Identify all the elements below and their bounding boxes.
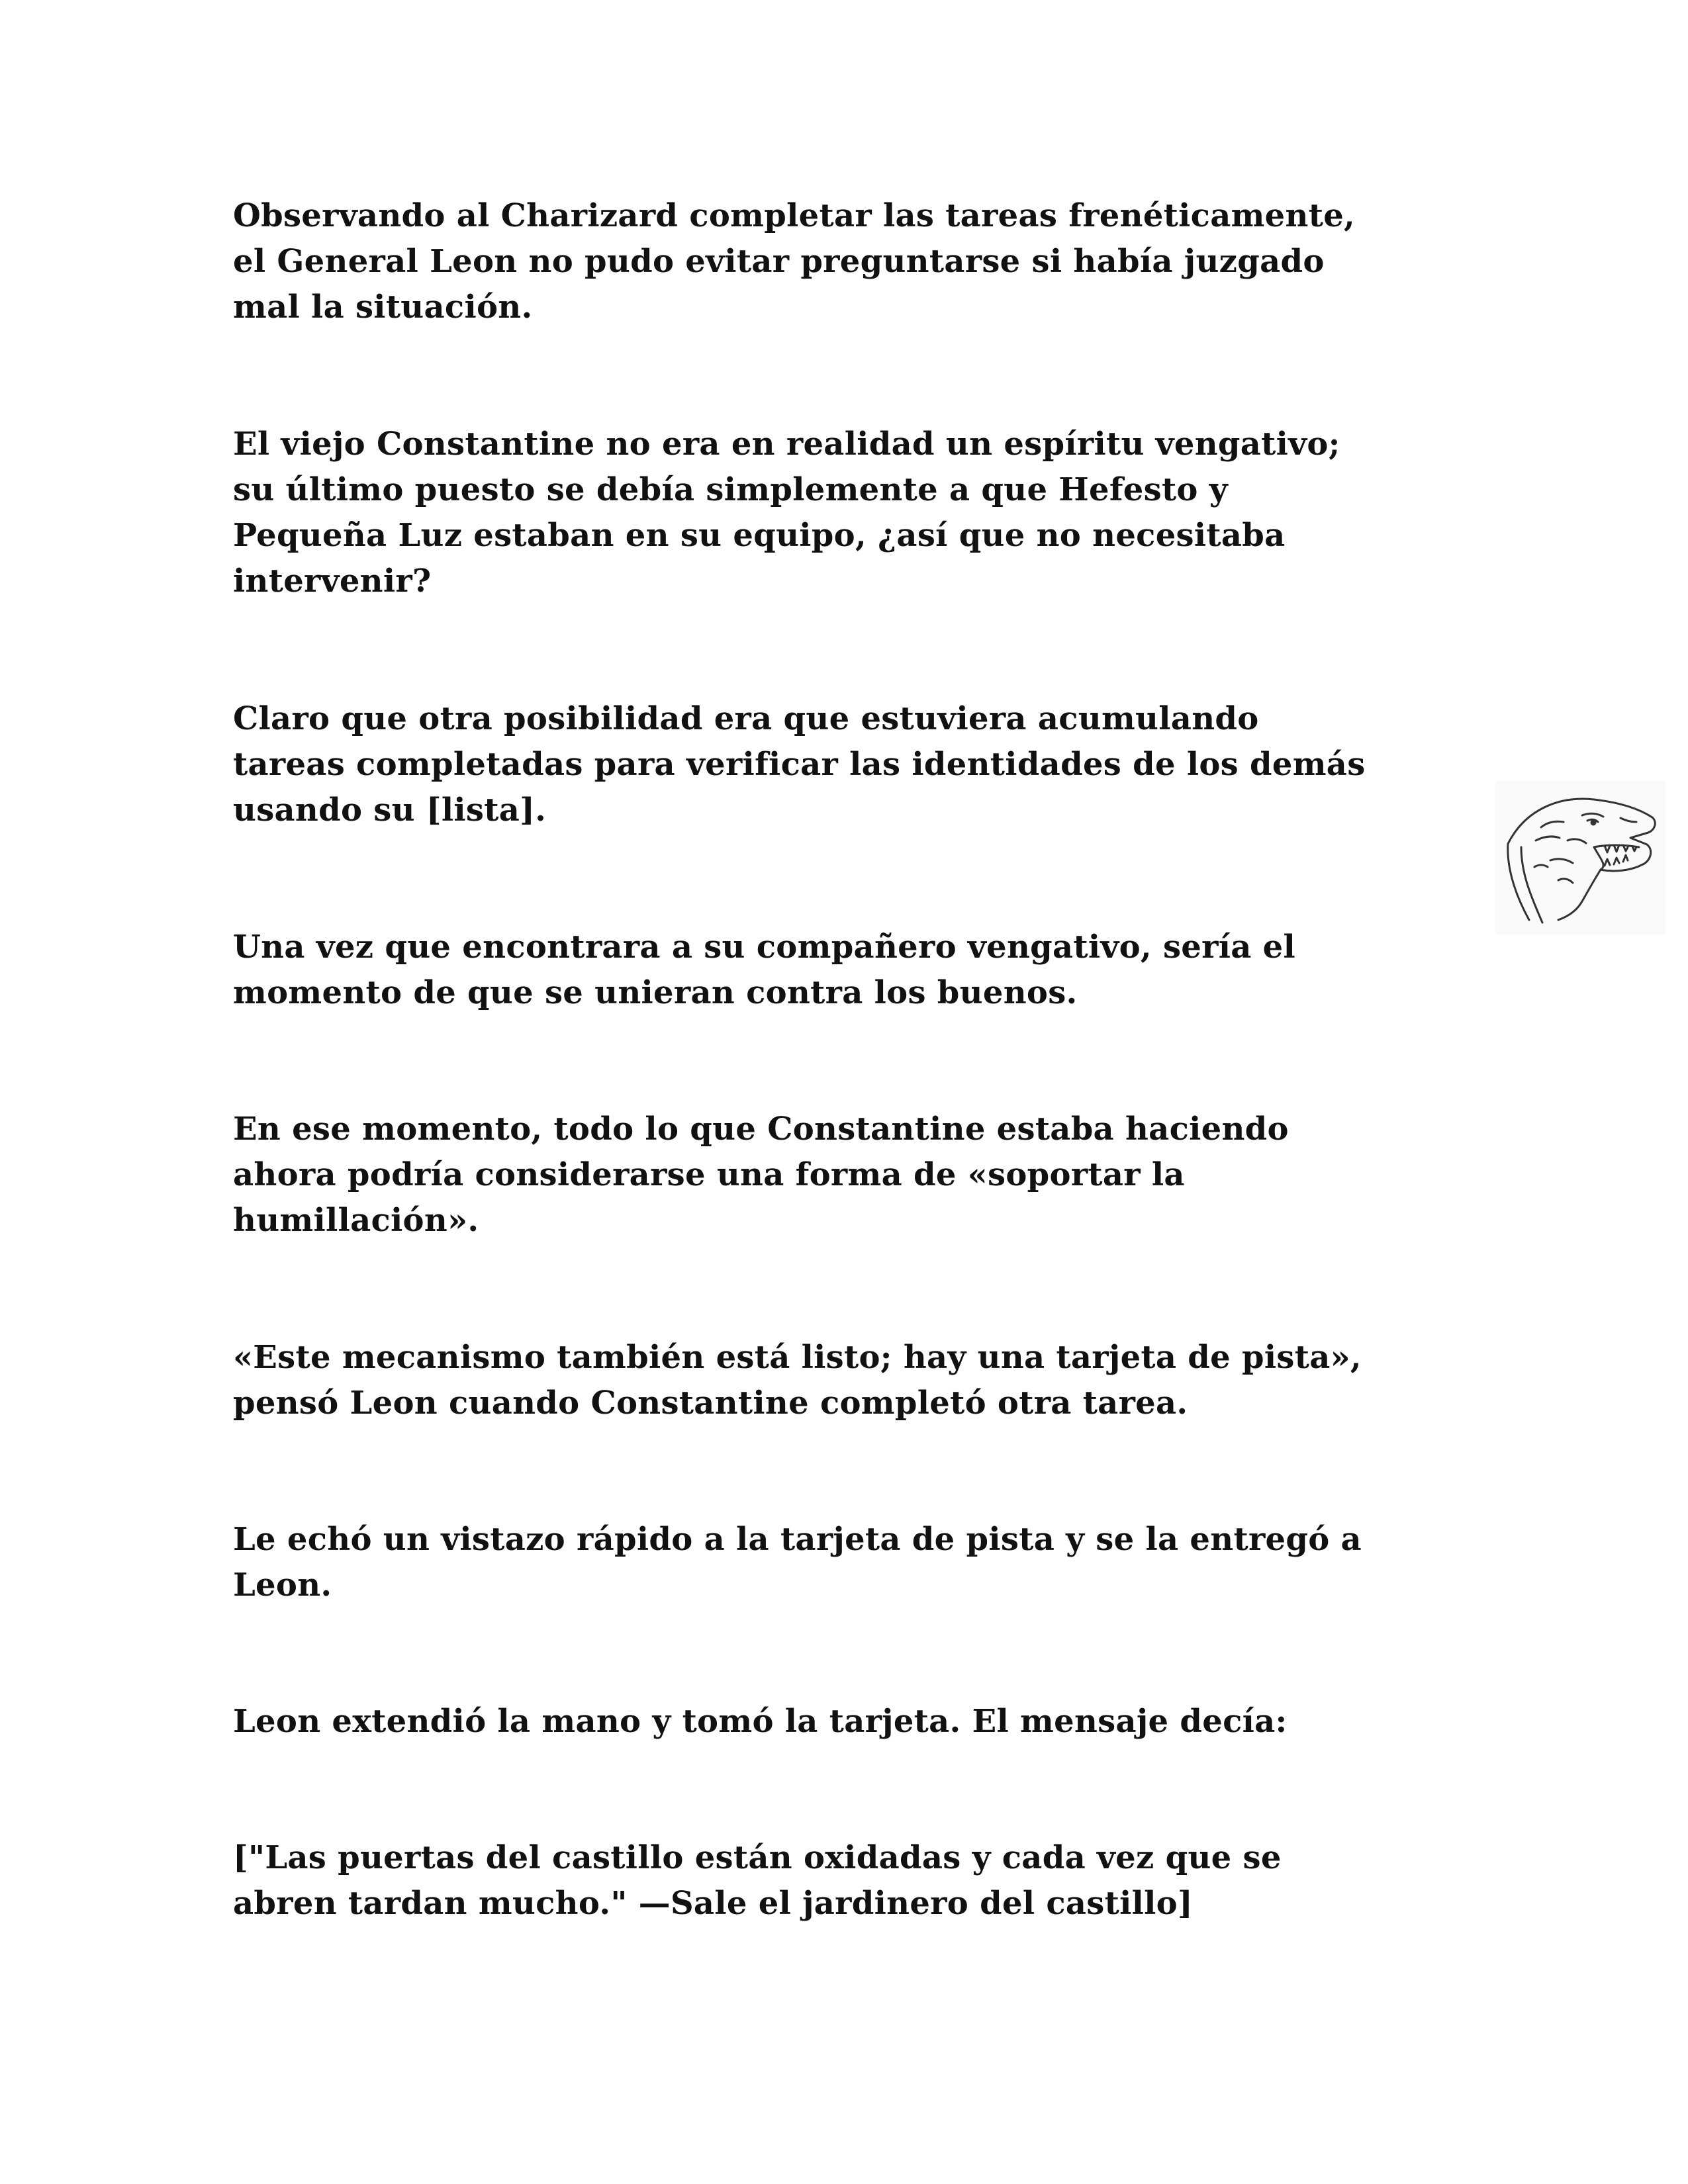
paragraph-2: El viejo Constantine no era en realidad un espíritu vengativo; su último puesto se debía simplemente a que Hefesto y Pequeña Luz estaban en su equipo, ¿así que no necesitaba intervenir? xyxy=(233,426,1340,600)
paragraph-7: Le echó un vistazo rápido a la tarjeta de pista y se la entregó a Leon. xyxy=(233,1521,1362,1604)
paragraph-9: ["Las puertas del castillo están oxidadas y cada vez que se abren tardan mucho." —Sale el jardinero del castillo] xyxy=(233,1839,1282,1922)
paragraph-5: En ese momento, todo lo que Constantine estaba haciendo ahora podría considerarse una forma de «soportar la humillación». xyxy=(233,1111,1289,1239)
paragraph-4: Una vez que encontrara a su compañero vengativo, sería el momento de que se unieran contra los buenos. xyxy=(233,929,1296,1011)
paragraph-3: Claro que otra posibilidad era que estuviera acumulando tareas completadas para verificar las identidades de los demás usando su [lista]. xyxy=(233,700,1366,829)
paragraph-6: «Este mecanismo también está listo; hay una tarjeta de pista», pensó Leon cuando Constantine completó otra tarea. xyxy=(233,1339,1362,1422)
paragraph-8: Leon extendió la mano y tomó la tarjeta. El mensaje decía: xyxy=(233,1703,1288,1740)
dinosaur-head-sketch-icon xyxy=(1495,781,1665,934)
paragraph-1: Observando al Charizard completar las tareas frenéticamente, el General Leon no pudo evitar preguntarse si había juzgado mal la situación. xyxy=(233,197,1356,326)
